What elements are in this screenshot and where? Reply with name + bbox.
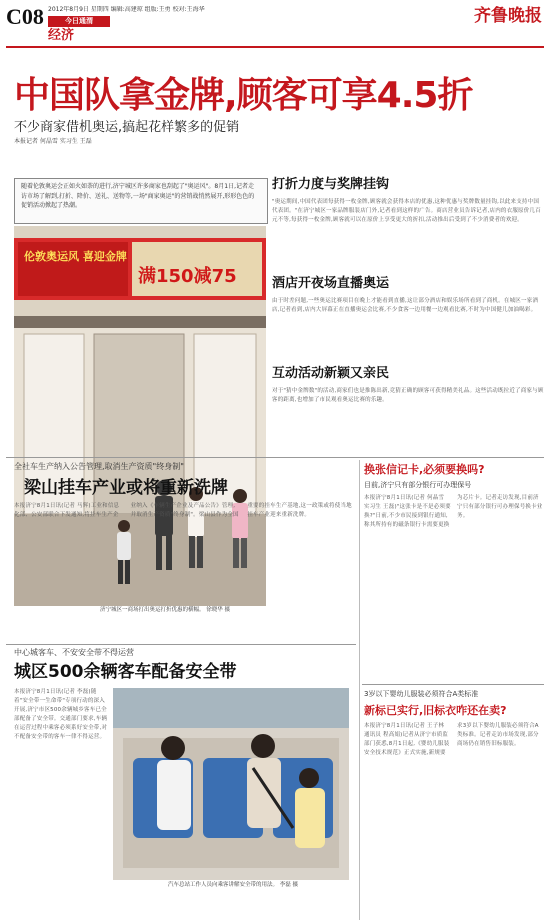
- banner-text: 伦敦奥运风 喜迎金牌: [24, 250, 127, 263]
- article-1-text: "奥运期间,中国代表团每获得一枚金牌,顾客就会获得本店的优惠,这种优惠与奖牌数量挂钩,以此来支持中国代表团。"在济宁城区一家品牌服装店门外,记者看到这样的广告。商店营业员告诉记者,店内的衣服原价几百元不等,每获得一枚金牌,顾客就可以在原价上享受更大的折扣,活动推出后受到了不少消费者的欢迎。: [272, 199, 541, 223]
- article-4-text: 本报济宁8月1日讯(记者 马辉)工业和信息化部、公安部联合下发通知,将挂车生产企业纳入《车辆生产企业及产品公告》管理,并取消生产资质"终身制"。梁山县作为全国重要的挂车生产基地,这一政策或将使当地挂车产业迎来重新洗牌。: [14, 503, 352, 518]
- lead-text: 随着伦敦奥运会正如火如荼的进行,济宁城区许多商家也刮起了"奥运风"。8月1日,记者走访市场了解到,打折、降价、送礼、送物等,一场"商家奥运"的营销战悄然展开,形形色色的促销活动掀起了热潮。: [21, 183, 255, 209]
- section-divider: [6, 457, 544, 458]
- main-headline: 中国队拿金牌,顾客可享4.5折: [14, 75, 473, 116]
- article-3-text: 对于"猜中金牌数"的活动,商家们也是推陈出新,竞猜正确的顾客可获得精美礼品。这些活动既拉近了商家与顾客的距离,也增加了市民观看奥运比赛的乐趣。: [272, 388, 544, 403]
- article-7-title: 新标已实行,旧标衣咋还在卖?: [364, 704, 507, 717]
- article-6-subtitle: 目前,济宁只有部分银行可办理保号: [364, 481, 472, 489]
- main-subheadline: 不少商家借机奥运,搞起花样繁多的促销: [14, 120, 240, 135]
- article-2-title: 酒店开夜场直播奥运: [272, 276, 390, 291]
- section-divider-2: [6, 644, 356, 645]
- article-1-title: 打折力度与奖牌挂钩: [272, 177, 390, 192]
- section-divider-3: [362, 684, 544, 685]
- page-number: C08: [6, 4, 44, 29]
- article-4-kicker: 全社车生产纳入公告管理,取消生产资质"终身制": [14, 462, 184, 471]
- banner-discount: 满150减75: [138, 266, 237, 287]
- lead-box: [14, 178, 268, 224]
- article-6-text: 本报济宁8月1日讯(记者 何晶雪 实习生 王磊)"这张卡是不是必须要换?"日前,不少市民接到银行通知,称其所持有的磁条银行卡需要更换为芯片卡。记者走访发现,目前济宁只有部分银行可办理保号换卡业务。: [364, 495, 543, 528]
- photo-caption: 济宁城区一商场打出奥运打折优惠的横幅。 徐晓华 摄: [100, 607, 230, 613]
- column-divider: [359, 460, 360, 920]
- main-byline: 本报记者 何晶雪 实习生 王磊: [14, 138, 92, 145]
- article-5-text: 本报济宁8月1日讯(记者 李磊)随着"安全带一生命带"专项行动的深入开展,济宁市区500余辆城乡客车已全部配备了安全带。交通部门要求,车辆在运营过程中乘客必须系好安全带,对不配备安全带的客车一律不得运营。: [14, 689, 108, 740]
- article-5-kicker: 中心城客车、不安安全带不得运营: [14, 648, 134, 657]
- newspaper-logo: 齐鲁晚报: [474, 6, 542, 26]
- header-rule: [6, 46, 544, 48]
- section-name: 经济: [48, 28, 75, 43]
- article-2-text: 由于时差问题,一些奥运比赛项目在晚上才能看到直播,这让部分酒店和娱乐场所看到了商机。在城区一家酒店,记者看到,店内大屏幕正在直播奥运会比赛,不少食客一边用餐一边观看比赛,不时为中国健儿加油喝彩。: [272, 298, 539, 313]
- article-5-title: 城区500余辆客车配备安全带: [14, 662, 237, 682]
- article-7-text: 本报济宁8月1日讯(记者 王子林 通讯员 程高娟)记者从济宁市质监部门获悉,8月1日起,《婴幼儿服装安全技术规范》正式实施,新规要求3岁以下婴幼儿服装必须符合A类标准。记者走访市场发现,部分商场仍在销售旧标服装。: [364, 723, 539, 756]
- article-6-title: 换张信记卡,必须要换吗?: [364, 463, 485, 476]
- article-4-title: 梁山挂车产业或将重新洗牌: [24, 478, 228, 498]
- bus-photo-caption: 汽车总站工作人员向乘客讲解安全带的用法。 李磊 摄: [168, 882, 298, 888]
- column-tag: 今日通渭: [48, 16, 110, 27]
- bus-photo-illustration: [113, 688, 349, 880]
- bus-photo: [113, 688, 349, 880]
- page-meta: 2012年8月9日 星期四 编辑:高建琼 组版:王勇 校对:王海华: [48, 6, 205, 13]
- article-7-kicker: 3岁以下婴幼儿服装必须符合A类标准: [364, 690, 479, 698]
- article-3-title: 互动活动新颖又亲民: [272, 366, 390, 381]
